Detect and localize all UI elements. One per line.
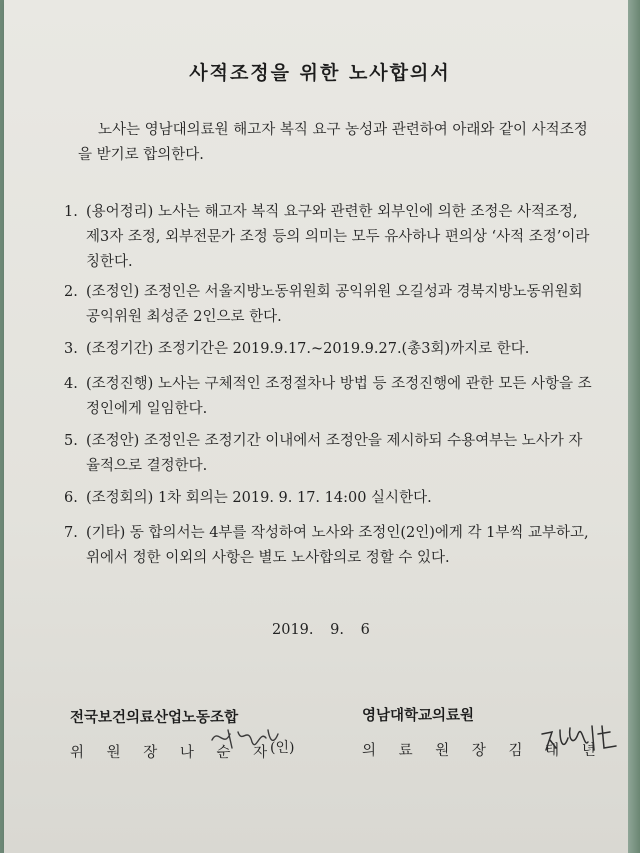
article-text: (조정인) 조정인은 서울지방노동위원회 공익위원 오길성과 경북지방노동위원회 공익위원 최성준 2인으로 한다. bbox=[86, 284, 583, 325]
signing-date: 2019. 9. 6 bbox=[272, 622, 370, 638]
union-name: 전국보건의료산업노동조합 bbox=[70, 710, 239, 726]
background-edge bbox=[628, 0, 640, 853]
hospital-signature bbox=[538, 720, 624, 760]
article-7 bbox=[64, 521, 594, 571]
article-2 bbox=[64, 280, 594, 330]
article-number: 7. bbox=[64, 525, 78, 541]
article-number: 2. bbox=[64, 284, 78, 300]
article-text: (기타) 동 합의서는 4부를 작성하여 노사와 조정인(2인)에게 각 1부씩 교부하고, 위에서 정한 이외의 사항은 별도 노사합의로 정할 수 있다. bbox=[86, 525, 589, 566]
article-5 bbox=[64, 429, 594, 479]
article-number: 1. bbox=[64, 204, 78, 220]
article-text: (조정회의) 1차 회의는 2019. 9. 17. 14:00 실시한다. bbox=[86, 490, 432, 506]
article-4 bbox=[64, 372, 594, 422]
intro-paragraph bbox=[78, 118, 590, 168]
article-text: (조정진행) 노사는 구체적인 조정절차나 방법 등 조정진행에 관한 모든 사항을 조정인에게 일임한다. bbox=[86, 376, 592, 417]
article-number: 6. bbox=[64, 490, 78, 506]
article-text: (용어정리) 노사는 해고자 복직 요구와 관련한 외부인에 의한 조정은 사적조정, 제3자 조정, 외부전문가 조정 등의 의미는 모두 유사하나 편의상 ‘사적 조정’이라 칭한다. bbox=[86, 204, 590, 270]
article-1 bbox=[64, 200, 594, 275]
union-seal-mark: (인) bbox=[270, 740, 295, 756]
article-6 bbox=[64, 486, 594, 511]
article-number: 4. bbox=[64, 376, 78, 392]
hospital-role: 의 료 원 장 김 태 년 bbox=[362, 743, 605, 759]
hospital-name: 영남대학교의료원 bbox=[362, 708, 475, 724]
article-text: (조정안) 조정인은 조정기간 이내에서 조정안을 제시하되 수용여부는 노사가 자율적으로 결정한다. bbox=[86, 433, 583, 474]
article-number: 5. bbox=[64, 433, 78, 449]
article-text: (조정기간) 조정기간은 2019.9.17.~2019.9.27.(총3회)까지로 한다. bbox=[86, 341, 530, 357]
document-title: 사적조정을 위한 노사합의서 bbox=[189, 62, 451, 84]
article-3 bbox=[64, 337, 594, 362]
article-number: 3. bbox=[64, 341, 78, 357]
intro-text: 노사는 영남대의료원 해고자 복직 요구 농성과 관련하여 아래와 같이 사적조정을 받기로 합의한다. bbox=[78, 122, 588, 163]
union-role: 위 원 장 나 순 자 bbox=[70, 745, 277, 761]
